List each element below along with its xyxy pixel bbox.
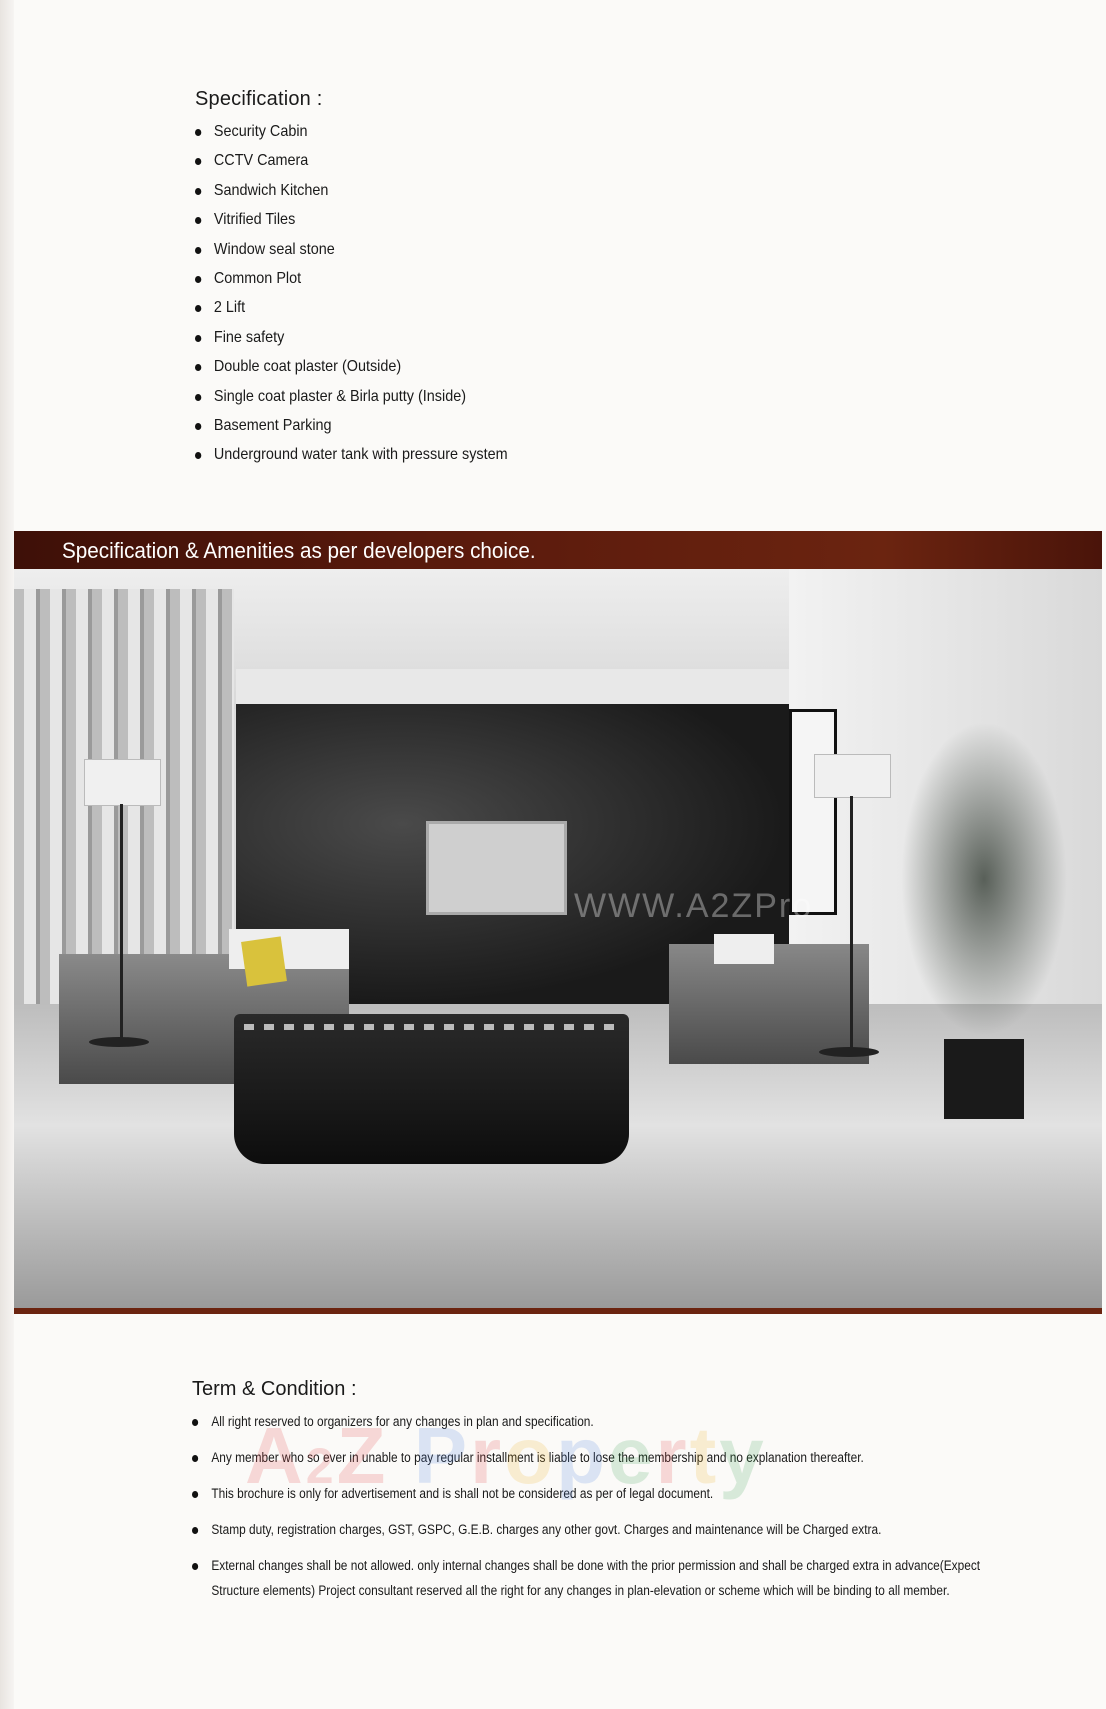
specification-section — [195, 88, 542, 470]
page-edge — [0, 0, 14, 1709]
banner-text: Specification & Amenities as per developers choice. — [62, 538, 536, 563]
living-room-photo — [14, 569, 1102, 1308]
terms-section — [192, 1378, 981, 1614]
terms-heading: Term & Condition : — [192, 1378, 357, 1400]
amenities-banner — [14, 531, 1102, 569]
list-item: Common Plot — [195, 264, 508, 293]
list-item: Double coat plaster (Outside) — [195, 352, 508, 381]
divider — [14, 1308, 1102, 1314]
plant — [894, 709, 1074, 1049]
list-item: Fine safety — [195, 323, 508, 352]
tv — [426, 821, 567, 915]
list-item: All right reserved to organizers for any changes in plan and specification. — [192, 1409, 986, 1434]
watermark-logo: A2Z Property — [245, 1411, 767, 1500]
list-item: Vitrified Tiles — [195, 205, 508, 234]
terms-list — [192, 1409, 981, 1603]
chair — [234, 1014, 629, 1164]
list-item: This brochure is only for advertisement and is shall not be considered as per of legal document. — [192, 1481, 986, 1506]
list-item: 2 Lift — [195, 293, 508, 322]
list-item: Security Cabin — [195, 117, 508, 146]
list-item: Underground water tank with pressure system — [195, 440, 508, 469]
list-item: Any member who so ever in unable to pay regular installment is liable to lose the membership and no explanation thereafter. — [192, 1445, 986, 1470]
list-item: Window seal stone — [195, 235, 508, 264]
list-item: Sandwich Kitchen — [195, 176, 508, 205]
photo-watermark: WWW.A2ZPro — [574, 887, 814, 925]
specification-list — [195, 117, 542, 470]
list-item: Stamp duty, registration charges, GST, GSPC, G.E.B. charges any other govt. Charges and maintenance will be Charged extra. — [192, 1517, 986, 1542]
list-item: CCTV Camera — [195, 146, 508, 175]
list-item: Basement Parking — [195, 411, 508, 440]
specification-heading: Specification : — [195, 88, 323, 110]
list-item: Single coat plaster & Birla putty (Inside) — [195, 382, 508, 411]
list-item: External changes shall be not allowed. only internal changes shall be done with the prior permission and shall be charged extra in advance(Expect Structure elements) Project consultant reserved all the right for any changes in plan-elevation or scheme which will be binding to all member. — [192, 1553, 986, 1603]
